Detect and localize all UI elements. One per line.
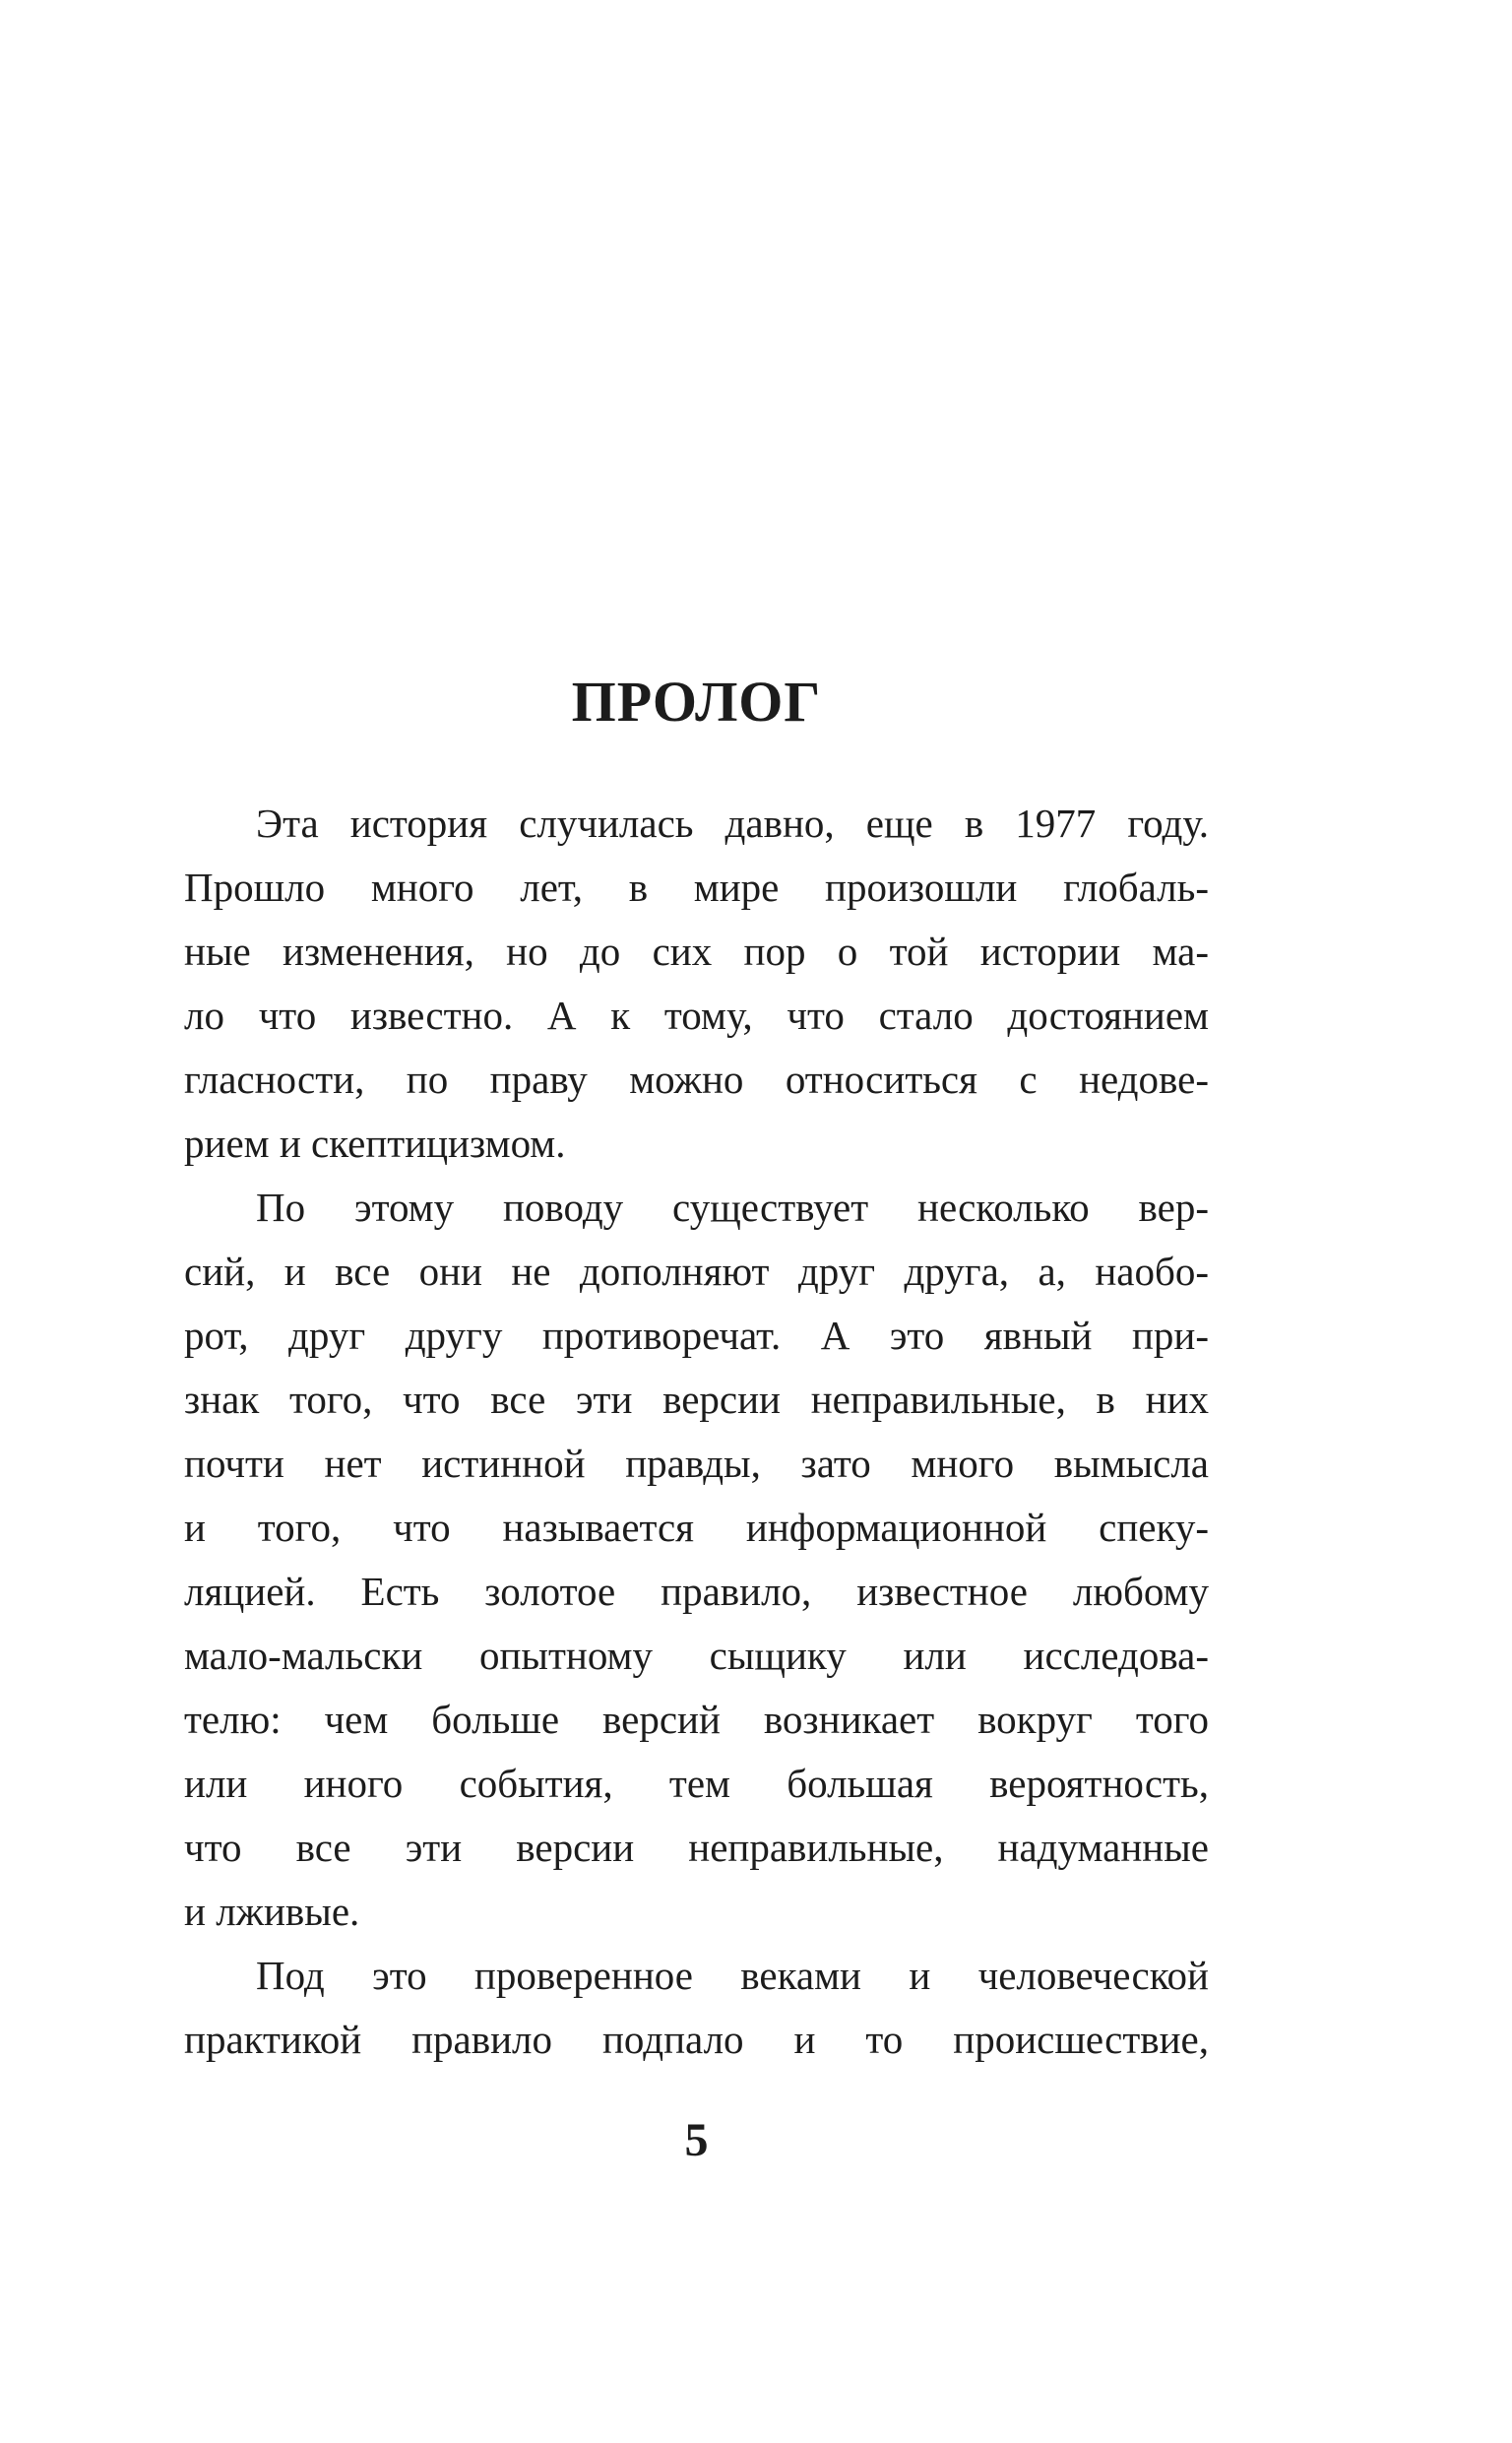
text-line: мало-мальски опытному сыщику или исследова- xyxy=(184,1633,1209,1678)
text-line: Прошло много лет, в мире произошли глобаль- xyxy=(184,865,1209,910)
text-line: телю: чем больше версий возникает вокруг того xyxy=(184,1697,1209,1742)
text-line: сий, и все они не дополняют друг друга, а, наобо- xyxy=(184,1249,1209,1294)
text-line: Под это проверенное веками и человеческой xyxy=(256,1953,1209,1998)
text-line: и лживые. xyxy=(184,1889,360,1934)
text-line: и того, что называется информационной спеку- xyxy=(184,1505,1209,1550)
text-line: практикой правило подпало и то происшествие, xyxy=(184,2017,1209,2062)
text-line: почти нет истинной правды, зато много вымысла xyxy=(184,1441,1209,1486)
text-line: знак того, что все эти версии неправильные, в них xyxy=(184,1377,1209,1422)
text-line: рием и скептицизмом. xyxy=(184,1121,566,1166)
text-line: ляцией. Есть золотое правило, известное любому xyxy=(184,1569,1209,1614)
text-line: По этому поводу существует несколько вер- xyxy=(256,1185,1209,1230)
text-line: гласности, по праву можно относиться с недове- xyxy=(184,1057,1209,1102)
text-line: рот, друг другу противоречат. А это явный при- xyxy=(184,1313,1209,1358)
text-line: что все эти версии неправильные, надуманные xyxy=(184,1825,1209,1870)
text-line: ло что известно. А к тому, что стало достоянием xyxy=(184,993,1209,1038)
page-number: 5 xyxy=(684,2114,709,2166)
page-content xyxy=(184,670,1209,2166)
text-line: ные изменения, но до сих пор о той истории ма- xyxy=(184,929,1209,974)
text-line: Эта история случилась давно, еще в 1977 году. xyxy=(256,801,1209,846)
chapter-heading: ПРОЛОГ xyxy=(571,670,822,734)
body-text xyxy=(184,792,1209,2072)
text-line: или иного события, тем большая вероятность, xyxy=(184,1761,1209,1806)
